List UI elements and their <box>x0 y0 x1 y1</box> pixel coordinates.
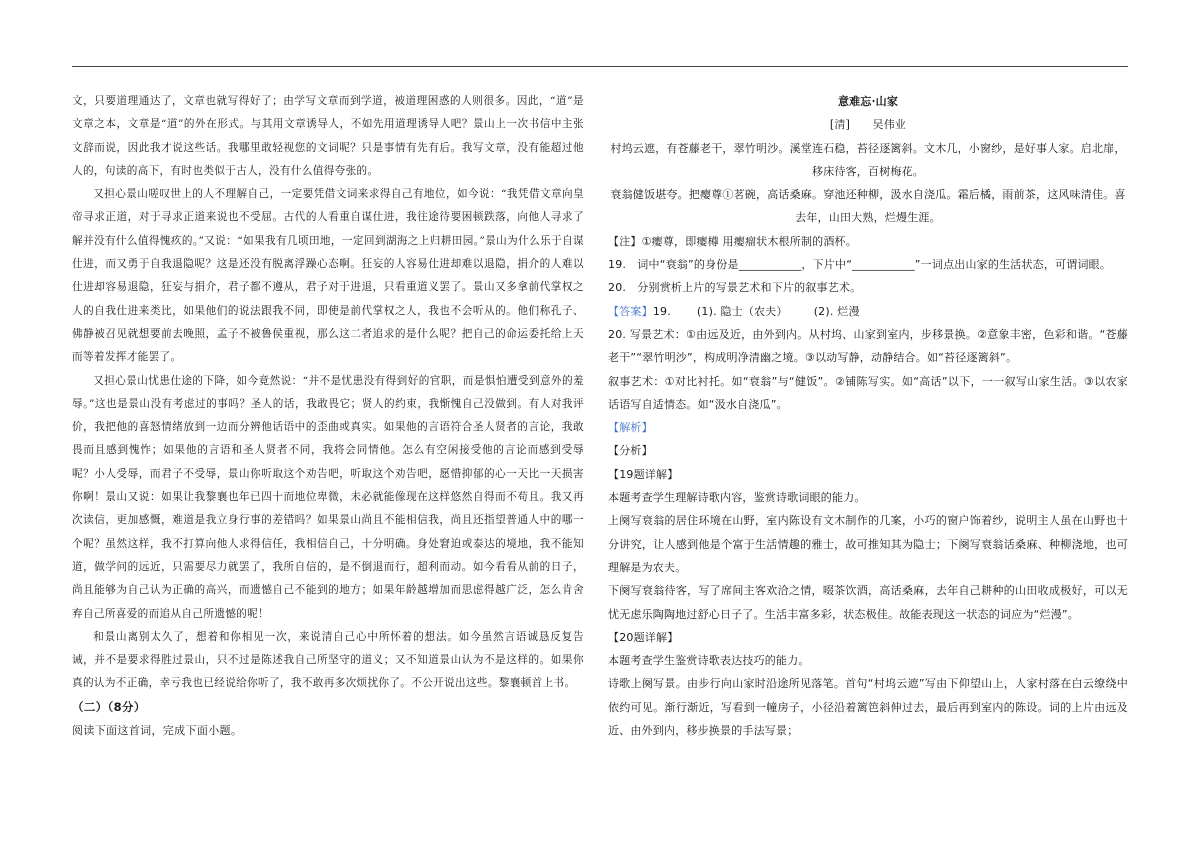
answer-tag: 【答案】 <box>608 304 653 318</box>
poem-title: 意难忘·山家 <box>837 95 899 108</box>
detail-20-intro: 本题考查学生鉴赏诗歌表达技巧的能力。 <box>608 654 810 668</box>
poem-line-3: 衰翁健饭堪夸。把瘿尊①茗碗，高话桑麻。穿池还种柳，汲水自浇瓜。霜后橘，雨前茶，这风味清佳。喜 <box>610 188 1126 202</box>
analysis-heading: 【分析】 <box>608 444 653 458</box>
answer-20-narrative: 叙事艺术：①对比衬托。如“衰翁”与“健饭”。②铺陈写实。如“高话”以下，一一叙写山家生活。③以农家话语写自适情态。如“汲水自浇瓜”。 <box>608 374 1128 411</box>
right-column <box>608 90 1128 742</box>
detail-20-heading: 【20题详解】 <box>608 630 679 644</box>
paragraph-1: 文，只要道理通达了，文章也就写得好了；由学写文章而到学道，被道理困惑的人则很多。因此，“道”是文章之本，文章是“道”的外在形式。与其用文章诱导人，不如先用道理诱导人吧？景山上一次书信中主张文辞而说，因此我才说这些话。我哪里敢轻视您的文词呢？只是事情有先有后。我写文章，没有能超过他人的，句读的高下，有时也类似于古人，没有什么值得夸张的。 <box>72 95 584 177</box>
answer-19-number: 19. <box>652 304 671 318</box>
detail-20-body: 诗歌上阕写景。由步行向山家时沿途所见落笔。首句“村坞云遮”写由下仰望山上，人家村落在白云缭绕中依约可见。渐行渐近，写看到一幢房子，小径沿着篱笆斜伸过去，最后再到室内的陈设。词的上片由远及近、由外到内，移步换景的手法写景； <box>608 677 1128 738</box>
left-column <box>72 90 584 742</box>
analysis-tag: 【解析】 <box>608 421 653 435</box>
poem-line-2: 移床待客，百树梅花。 <box>812 164 924 178</box>
answer-19-line <box>608 300 1128 323</box>
header-rule <box>72 66 1128 67</box>
paragraph-4: 和景山离别太久了，想着和你相见一次，来说清自己心中所怀着的想法。如今虽然言语诚恳反复告诫，并不是要求得胜过景山，只不过是陈述我自己所坚守的道义；又不知道景山认为不是这样的。如果你真的认为不正确，幸亏我也已经说给你听了，我不敢再多次烦扰你了。不公开说出这些。黎襄顿首上书。 <box>72 630 584 690</box>
answer-19-part-2: (2). 烂漫 <box>813 304 860 318</box>
paragraph-2: 又担心景山嗟叹世上的人不理解自己，一定要凭借文词来求得自己有地位，如今说：“我凭借文章向皇帝寻求正道，对于寻求正道来说也不受屈。古代的人看重自谋仕进，我往途待要困顿跌落，向他人寻求了解并没有什么值得愧疚的。”又说：“如果我有几顷田地，一定回到湖海之上归耕田园。”景山为什么乐于自谋仕进，而又勇于自我退隐呢？这是还没有脱离浮躁心态啊。狂妄的人容易仕进却难以退隐，捐介的人难以仕进却容易退隐，狂妄与捐介，君子都不遵从，君子对于进退，只看重道义罢了。景山又多拿前代掌权之人的自我仕进来类比，如果他们的说法跟我不同，即使是前代掌权之人，我也不会听从的。他们称孔子、佛静被召见就想要前去晚照，孟子不被鲁侯重视，那么这二者追求的是什么呢？把自己的命运委托给上天而等着发挥才能罢了。 <box>72 188 584 364</box>
poem-author: [清] 吴伟业 <box>829 118 907 132</box>
detail-19-lower: 下阕写衰翁待客，写了席间主客欢洽之情，啜茶饮酒，高话桑麻，去年自己耕种的山田收成极好，可以无忧无虑乐陶陶地过舒心日子了。生活丰富多彩，状态极佳。故能表现这一状态的词应为“烂漫”。 <box>608 584 1128 621</box>
section-heading: （二）（8分） <box>72 699 146 714</box>
answer-19-part-1: (1). 隐士（农夫） <box>696 304 788 318</box>
answer-20-scenery: 20. 写景艺术：①由远及近，由外到内。从村坞、山家到室内，步移景换。②意象丰密，色彩和谐。“苍藤老干”“翠竹明沙”，构成明净清幽之境。③以动写静，动静结合。如“苔径逐篱斜”。 <box>608 327 1128 365</box>
question-19: 19. 词中“衰翁”的身份是___________，下片中“___________”一词点出山家的生活状态，可谓词眼。 <box>608 258 1112 272</box>
poem-note: 【注】①瘿尊，即瘿樽 用瘿瘤状木根所制的酒杯。 <box>608 234 857 248</box>
question-20: 20. 分别赏析上片的写景艺术和下片的叙事艺术。 <box>608 281 862 295</box>
detail-19-heading: 【19题详解】 <box>608 467 679 481</box>
paragraph-3: 又担心景山忧患仕途的下降，如今竟然说：“并不是忧患没有得到好的官职，而是惧怕遭受到意外的羞辱。”这也是景山没有考虑过的事吗？圣人的话，我敢畏它；贤人的约束，我惭愧自己没做到。有人对我评价，我把他的喜怒情绪放到一边而分辨他话语中的歪曲或真实。如果他的言语符合圣人贤者的言论，我敢畏而且感到愧怍；如果他的言语和圣人贤者不同，我将会同情他。怎么有空闲接受他的言论而感到受辱呢？小人受辱，而君子不受辱，景山你听取这个劝告吧，听取这个劝告吧，愿惜抑郁的心一天比一天损害你啊！景山又说：如果让我黎襄也年已四十而地位卑微，未必就能像现在这样悠然自得而不苟且。我又再次读信，更加感慨，难道是我立身行事的差错吗？如果景山尚且不能相信我，尚且还指望普通人中的哪一个呢？虽然这样，我不打算向他人求得信任，我相信自己，十分明确。身处窘迫或泰达的境地，我不能知道，做学问的远近，只需要尽力就罢了，我所自信的，是不倒退而行，超利而动。如今看看从前的日子，尚且能够为自己认为正确的高兴，而遗憾自己不能到的地方；如果年龄越增加而思虑得越广泛，怎么肯舍弃自己所喜爱的而追从自己所遗憾的呢！ <box>72 374 584 620</box>
poem-line-1: 村坞云遮，有苍藤老干，翠竹明沙。溪堂连石稳，苔径逐篱斜。文木几，小窗纱，是好事人家。启北扉， <box>610 141 1126 155</box>
detail-19-intro: 本题考查学生理解诗歌内容，鉴赏诗歌词眼的能力。 <box>608 491 866 505</box>
instruction-text: 阅读下面这首词，完成下面小题。 <box>72 723 243 737</box>
poem-line-4: 去年，山田大熟，烂熳生涯。 <box>795 211 941 225</box>
detail-19-upper: 上阕写衰翁的居住环境在山野，室内陈设有文木制作的几案，小巧的窗户饰着纱，说明主人虽在山野也十分讲究，让人感到他是个富于生活情趣的雅士，故可推知其为隐士；下阕写衰翁话桑麻、种柳浇地，也可理解是为农夫。 <box>608 514 1128 574</box>
